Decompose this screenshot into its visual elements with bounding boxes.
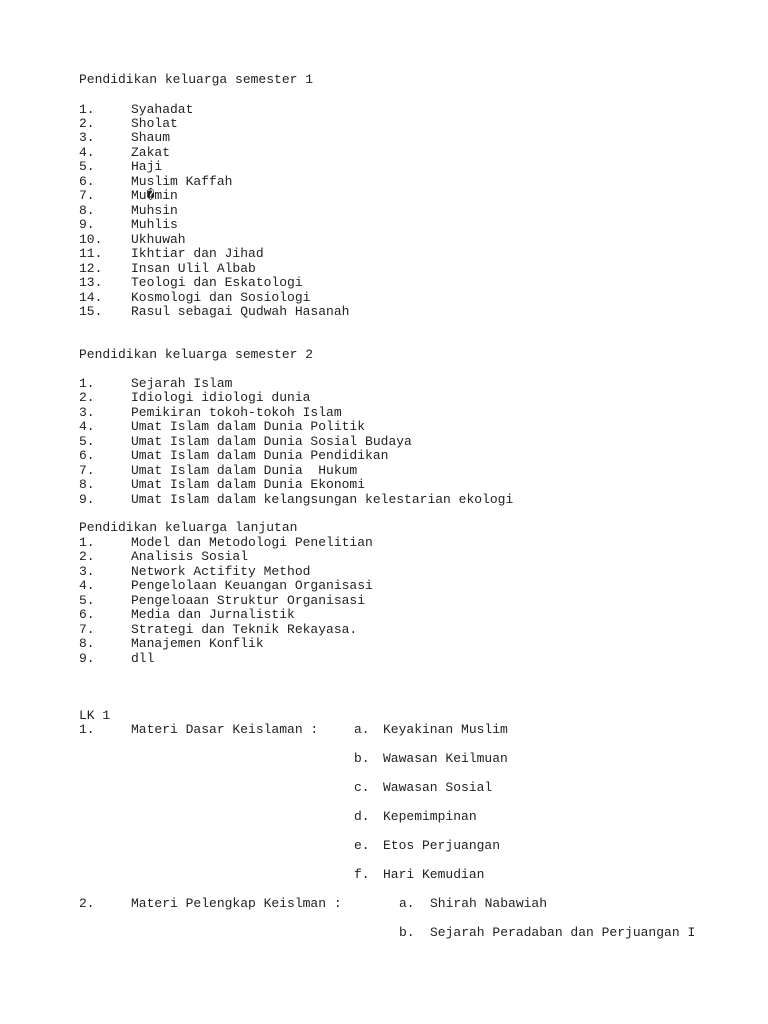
list-item: Idiologi idiologi dunia: [131, 390, 311, 405]
list-item: Media dan Jurnalistik: [131, 607, 295, 622]
subitem: Etos Perjuangan: [383, 838, 501, 853]
section-title: Materi Dasar Keislaman :: [131, 722, 319, 737]
subitem: Shirah Nabawiah: [430, 896, 548, 911]
list-item-number: 5.: [79, 159, 95, 174]
list-item-number: 11.: [79, 246, 103, 261]
list-item-number: 3.: [79, 564, 95, 579]
list-item-number: 7.: [79, 622, 95, 637]
list-item: Haji: [131, 159, 163, 174]
list-item: Kosmologi dan Sosiologi: [131, 290, 311, 305]
list-item: Muslim Kaffah: [131, 174, 233, 189]
lanjutan-heading: Pendidikan keluarga lanjutan: [79, 520, 298, 535]
list-item-number: 15.: [79, 304, 103, 319]
list-item: Manajemen Konflik: [131, 636, 264, 651]
list-item: Umat Islam dalam Dunia Pendidikan: [131, 448, 389, 463]
list-item-number: 14.: [79, 290, 103, 305]
list-item-number: 9.: [79, 492, 95, 507]
list-item-number: 2.: [79, 390, 95, 405]
list-item: Ukhuwah: [131, 232, 186, 247]
subitem-letter: a.: [354, 722, 370, 737]
list-item: Teologi dan Eskatologi: [131, 275, 303, 290]
subitem: Wawasan Keilmuan: [383, 751, 508, 766]
subitem: Kepemimpinan: [383, 809, 477, 824]
list-item: Insan Ulil Albab: [131, 261, 256, 276]
list-item-number: 8.: [79, 636, 95, 651]
list-item: Sholat: [131, 116, 178, 131]
list-item: Ikhtiar dan Jihad: [131, 246, 264, 261]
subitem-letter: a.: [399, 896, 415, 911]
list-item: Network Actifity Method: [131, 564, 311, 579]
list-item: Muhsin: [131, 203, 178, 218]
subitem: Keyakinan Muslim: [383, 722, 508, 737]
list-item: Pemikiran tokoh-tokoh Islam: [131, 405, 342, 420]
list-item-number: 3.: [79, 130, 95, 145]
section-title: Materi Pelengkap Keislman :: [131, 896, 342, 911]
list-item-number: 2.: [79, 116, 95, 131]
list-item-number: 8.: [79, 203, 95, 218]
list-item: Umat Islam dalam kelangsungan kelestarian ekologi: [131, 492, 514, 507]
list-item: Strategi dan Teknik Rekayasa.: [131, 622, 358, 637]
list-item-number: 9.: [79, 651, 95, 666]
list-item: Umat Islam dalam Dunia Politik: [131, 419, 366, 434]
section-number: 2.: [79, 896, 95, 911]
list-item-number: 1.: [79, 535, 95, 550]
list-item: Model dan Metodologi Penelitian: [131, 535, 373, 550]
lk1-heading: LK 1: [79, 708, 111, 723]
subitem-letter: b.: [399, 925, 415, 940]
list-item-number: 6.: [79, 174, 95, 189]
list-item-number: 5.: [79, 593, 95, 608]
list-item-number: 4.: [79, 578, 95, 593]
list-item: dll: [131, 651, 155, 666]
subitem-letter: c.: [354, 780, 370, 795]
list-item-number: 7.: [79, 463, 95, 478]
semester2-heading: Pendidikan keluarga semester 2: [79, 347, 314, 362]
list-item: Analisis Sosial: [131, 549, 249, 564]
semester1-heading: Pendidikan keluarga semester 1: [79, 72, 314, 87]
list-item: Pengeloaan Struktur Organisasi: [131, 593, 366, 608]
list-item-number: 1.: [79, 102, 95, 117]
subitem-letter: e.: [354, 838, 370, 853]
list-item-number: 6.: [79, 607, 95, 622]
subitem: Sejarah Peradaban dan Perjuangan I: [430, 925, 696, 940]
list-item: Umat Islam dalam Dunia Sosial Budaya: [131, 434, 412, 449]
subitem: Hari Kemudian: [383, 867, 485, 882]
list-item-number: 3.: [79, 405, 95, 420]
subitem-letter: f.: [354, 867, 370, 882]
list-item: Muhlis: [131, 217, 178, 232]
list-item: Syahadat: [131, 102, 194, 117]
subitem-letter: d.: [354, 809, 370, 824]
list-item-number: 2.: [79, 549, 95, 564]
list-item: Rasul sebagai Qudwah Hasanah: [131, 304, 350, 319]
list-item: Umat Islam dalam Dunia Hukum: [131, 463, 358, 478]
list-item-number: 9.: [79, 217, 95, 232]
list-item: Shaum: [131, 130, 171, 145]
list-item-number: 12.: [79, 261, 103, 276]
list-item: Zakat: [131, 145, 171, 160]
list-item: Umat Islam dalam Dunia Ekonomi: [131, 477, 366, 492]
list-item-number: 10.: [79, 232, 103, 247]
list-item: Sejarah Islam: [131, 376, 233, 391]
list-item-number: 4.: [79, 145, 95, 160]
list-item-number: 8.: [79, 477, 95, 492]
list-item-number: 5.: [79, 434, 95, 449]
subitem-letter: b.: [354, 751, 370, 766]
list-item: Pengelolaan Keuangan Organisasi: [131, 578, 373, 593]
list-item: Mu�min: [131, 188, 178, 203]
list-item-number: 13.: [79, 275, 103, 290]
subitem: Wawasan Sosial: [383, 780, 493, 795]
list-item-number: 6.: [79, 448, 95, 463]
list-item-number: 4.: [79, 419, 95, 434]
list-item-number: 7.: [79, 188, 95, 203]
list-item-number: 1.: [79, 376, 95, 391]
section-number: 1.: [79, 722, 95, 737]
